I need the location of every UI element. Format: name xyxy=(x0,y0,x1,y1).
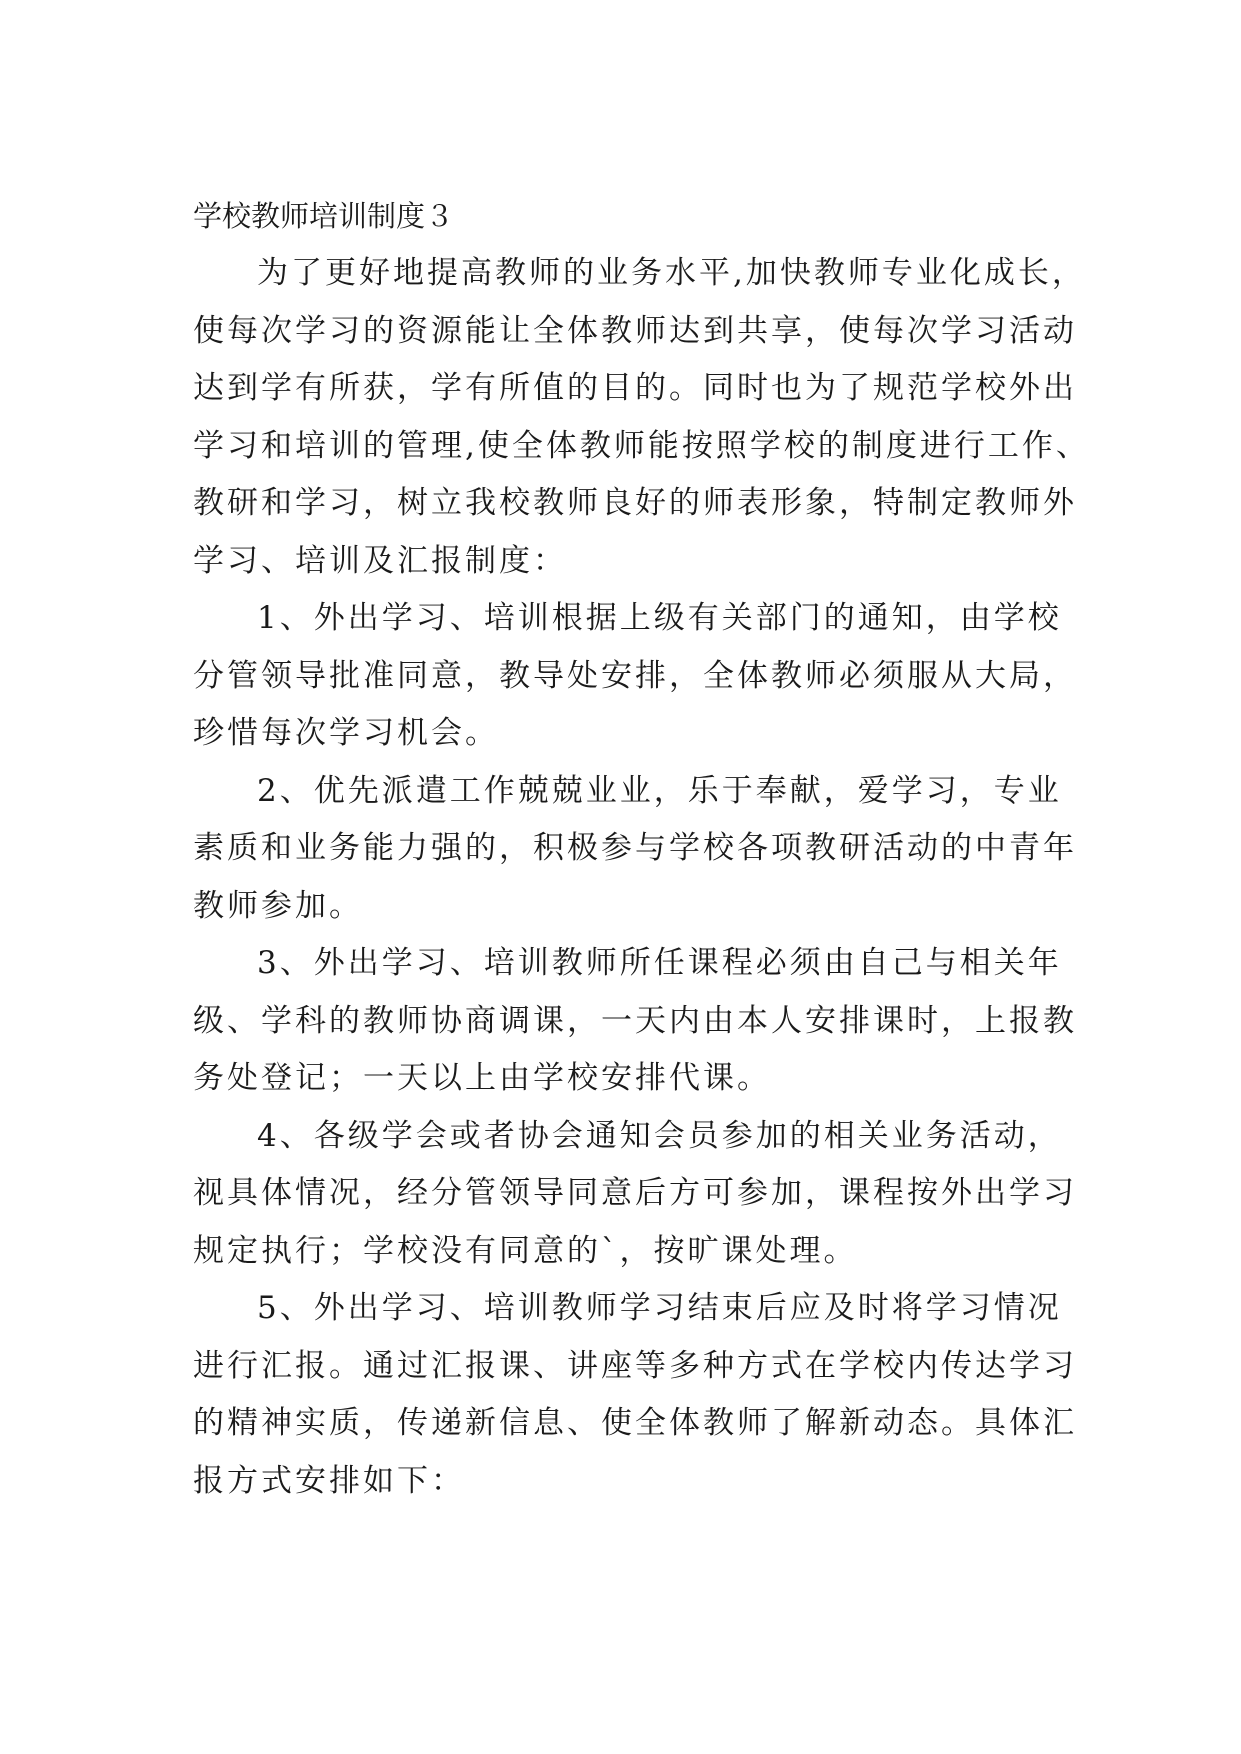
paragraph-line: 3、外出学习、培训教师所任课程必须由自己与相关年 xyxy=(257,945,1062,981)
paragraph-line: 教研和学习，树立我校教师良好的师表形象，特制定教师外 xyxy=(193,485,1077,521)
paragraph-line: 为了更好地提高教师的业务水平,加快教师专业化成长， xyxy=(257,255,1086,291)
paragraph-item-1 xyxy=(193,590,1093,763)
paragraph-intro xyxy=(193,245,1093,590)
paragraph-line: 的精神实质，传递新信息、使全体教师了解新动态。具体汇 xyxy=(193,1405,1077,1441)
paragraph-line: 报方式安排如下： xyxy=(193,1462,465,1499)
paragraph-line: 使每次学习的资源能让全体教师达到共享，使每次学习活动 xyxy=(193,312,1077,349)
paragraph-line: 规定执行；学校没有同意的`，按旷课处理。 xyxy=(193,1232,858,1269)
paragraph-line: 达到学有所获，学有所值的目的。同时也为了规范学校外出 xyxy=(193,370,1077,406)
paragraph-line: 学习和培训的管理,使全体教师能按照学校的制度进行工作、 xyxy=(193,427,1090,464)
paragraph-line: 1、外出学习、培训根据上级有关部门的通知，由学校 xyxy=(257,600,1062,636)
paragraph-line: 4、各级学会或者协会通知会员参加的相关业务活动， xyxy=(257,1117,1062,1154)
paragraph-line: 进行汇报。通过汇报课、讲座等多种方式在学校内传达学习 xyxy=(193,1347,1077,1384)
paragraph-line: 视具体情况，经分管领导同意后方可参加，课程按外出学习 xyxy=(193,1175,1077,1211)
document-title: 学校教师培训制度３ xyxy=(193,199,455,233)
paragraph-line: 分管领导批准同意，教导处安排，全体教师必须服从大局， xyxy=(193,657,1077,694)
paragraph-line: 珍惜每次学习机会。 xyxy=(193,715,499,751)
document-body xyxy=(193,187,1093,1510)
paragraph-item-4 xyxy=(193,1108,1093,1281)
paragraph-line: 5、外出学习、培训教师学习结束后应及时将学习情况 xyxy=(257,1290,1062,1326)
paragraph-item-2 xyxy=(193,763,1093,936)
paragraph-item-3 xyxy=(193,935,1093,1108)
paragraph-line: 素质和业务能力强的，积极参与学校各项教研活动的中青年 xyxy=(193,830,1077,866)
paragraph-line: 2、优先派遣工作兢兢业业，乐于奉献，爱学习，专业 xyxy=(257,772,1062,809)
paragraph-line: 学习、培训及汇报制度： xyxy=(193,542,567,579)
paragraph-item-5 xyxy=(193,1280,1093,1510)
paragraph-line: 教师参加。 xyxy=(193,887,363,924)
paragraph-line: 级、学科的教师协商调课，一天内由本人安排课时，上报教 xyxy=(193,1002,1077,1039)
paragraph-line: 务处登记；一天以上由学校安排代课。 xyxy=(193,1060,771,1096)
